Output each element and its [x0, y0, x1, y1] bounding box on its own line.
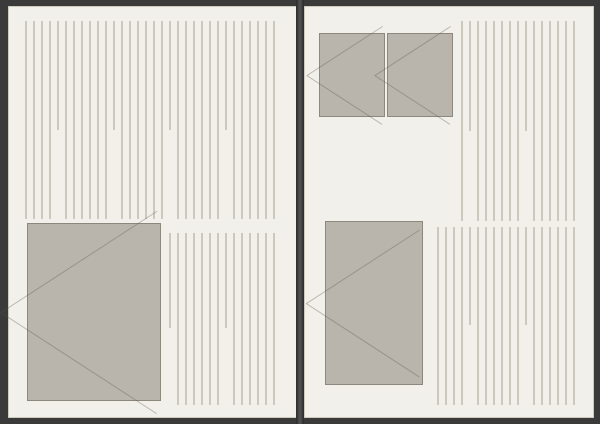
- text-line-placeholder: [477, 21, 479, 221]
- text-line-placeholder: [265, 21, 267, 219]
- text-line-placeholder: [485, 227, 487, 405]
- text-line-placeholder: [65, 21, 67, 219]
- text-line-placeholder: [469, 21, 471, 131]
- text-line-placeholder: [105, 21, 107, 219]
- text-line-placeholder: [533, 21, 535, 221]
- text-line-placeholder: [161, 21, 163, 219]
- text-line-placeholder: [501, 21, 503, 221]
- text-line-placeholder: [549, 227, 551, 405]
- text-line-placeholder: [169, 233, 171, 328]
- text-line-placeholder: [185, 21, 187, 219]
- book-gutter: [296, 0, 304, 424]
- text-line-placeholder: [265, 233, 267, 405]
- text-line-placeholder: [137, 21, 139, 219]
- text-line-placeholder: [493, 21, 495, 221]
- portrait-photo-right: [387, 33, 453, 117]
- text-line-placeholder: [145, 21, 147, 219]
- text-line-placeholder: [509, 21, 511, 221]
- text-line-placeholder: [185, 233, 187, 405]
- text-line-placeholder: [201, 233, 203, 405]
- text-line-placeholder: [81, 21, 83, 219]
- text-line-placeholder: [477, 227, 479, 405]
- text-line-placeholder: [177, 233, 179, 405]
- text-line-placeholder: [193, 233, 195, 405]
- text-line-placeholder: [541, 21, 543, 221]
- text-line-placeholder: [209, 233, 211, 405]
- text-line-placeholder: [89, 21, 91, 219]
- text-line-placeholder: [517, 227, 519, 405]
- text-line-placeholder: [25, 21, 27, 219]
- text-line-placeholder: [225, 233, 227, 328]
- text-line-placeholder: [97, 21, 99, 219]
- text-line-placeholder: [517, 21, 519, 221]
- text-line-placeholder: [461, 227, 463, 405]
- text-line-placeholder: [565, 21, 567, 221]
- text-line-placeholder: [573, 21, 575, 221]
- text-line-placeholder: [233, 21, 235, 219]
- left-page: [8, 6, 298, 418]
- text-line-placeholder: [73, 21, 75, 219]
- text-line-placeholder: [217, 233, 219, 405]
- text-line-placeholder: [461, 21, 463, 221]
- text-line-placeholder: [541, 227, 543, 405]
- text-line-placeholder: [153, 21, 155, 219]
- text-line-placeholder: [565, 227, 567, 405]
- left-text-lower: [167, 233, 281, 405]
- text-line-placeholder: [557, 21, 559, 221]
- text-line-placeholder: [121, 21, 123, 219]
- text-line-placeholder: [233, 233, 235, 405]
- text-line-placeholder: [549, 21, 551, 221]
- text-line-placeholder: [485, 21, 487, 221]
- interior-photo: [325, 221, 423, 385]
- text-line-placeholder: [201, 21, 203, 219]
- text-line-placeholder: [533, 227, 535, 405]
- left-text-upper: [25, 21, 281, 219]
- text-line-placeholder: [525, 21, 527, 131]
- text-line-placeholder: [525, 227, 527, 325]
- text-line-placeholder: [557, 227, 559, 405]
- right-page: [304, 6, 594, 418]
- text-line-placeholder: [57, 21, 59, 130]
- text-line-placeholder: [509, 227, 511, 405]
- text-line-placeholder: [41, 21, 43, 219]
- text-line-placeholder: [469, 227, 471, 325]
- text-line-placeholder: [273, 21, 275, 219]
- text-line-placeholder: [49, 21, 51, 219]
- text-line-placeholder: [501, 227, 503, 405]
- text-line-placeholder: [453, 227, 455, 405]
- text-line-placeholder: [225, 21, 227, 130]
- right-text-lower: [431, 227, 581, 405]
- text-line-placeholder: [493, 227, 495, 405]
- text-line-placeholder: [241, 21, 243, 219]
- text-line-placeholder: [273, 233, 275, 405]
- text-line-placeholder: [177, 21, 179, 219]
- text-line-placeholder: [573, 227, 575, 405]
- street-sign-photo: [27, 223, 161, 401]
- text-line-placeholder: [249, 21, 251, 219]
- text-line-placeholder: [169, 21, 171, 130]
- text-line-placeholder: [241, 233, 243, 405]
- text-line-placeholder: [445, 227, 447, 405]
- text-line-placeholder: [217, 21, 219, 219]
- text-line-placeholder: [437, 227, 439, 405]
- text-line-placeholder: [257, 233, 259, 405]
- right-text-upper: [459, 21, 581, 221]
- text-line-placeholder: [129, 21, 131, 219]
- text-line-placeholder: [209, 21, 211, 219]
- text-line-placeholder: [193, 21, 195, 219]
- text-line-placeholder: [113, 21, 115, 130]
- text-line-placeholder: [249, 233, 251, 405]
- text-line-placeholder: [257, 21, 259, 219]
- text-line-placeholder: [33, 21, 35, 219]
